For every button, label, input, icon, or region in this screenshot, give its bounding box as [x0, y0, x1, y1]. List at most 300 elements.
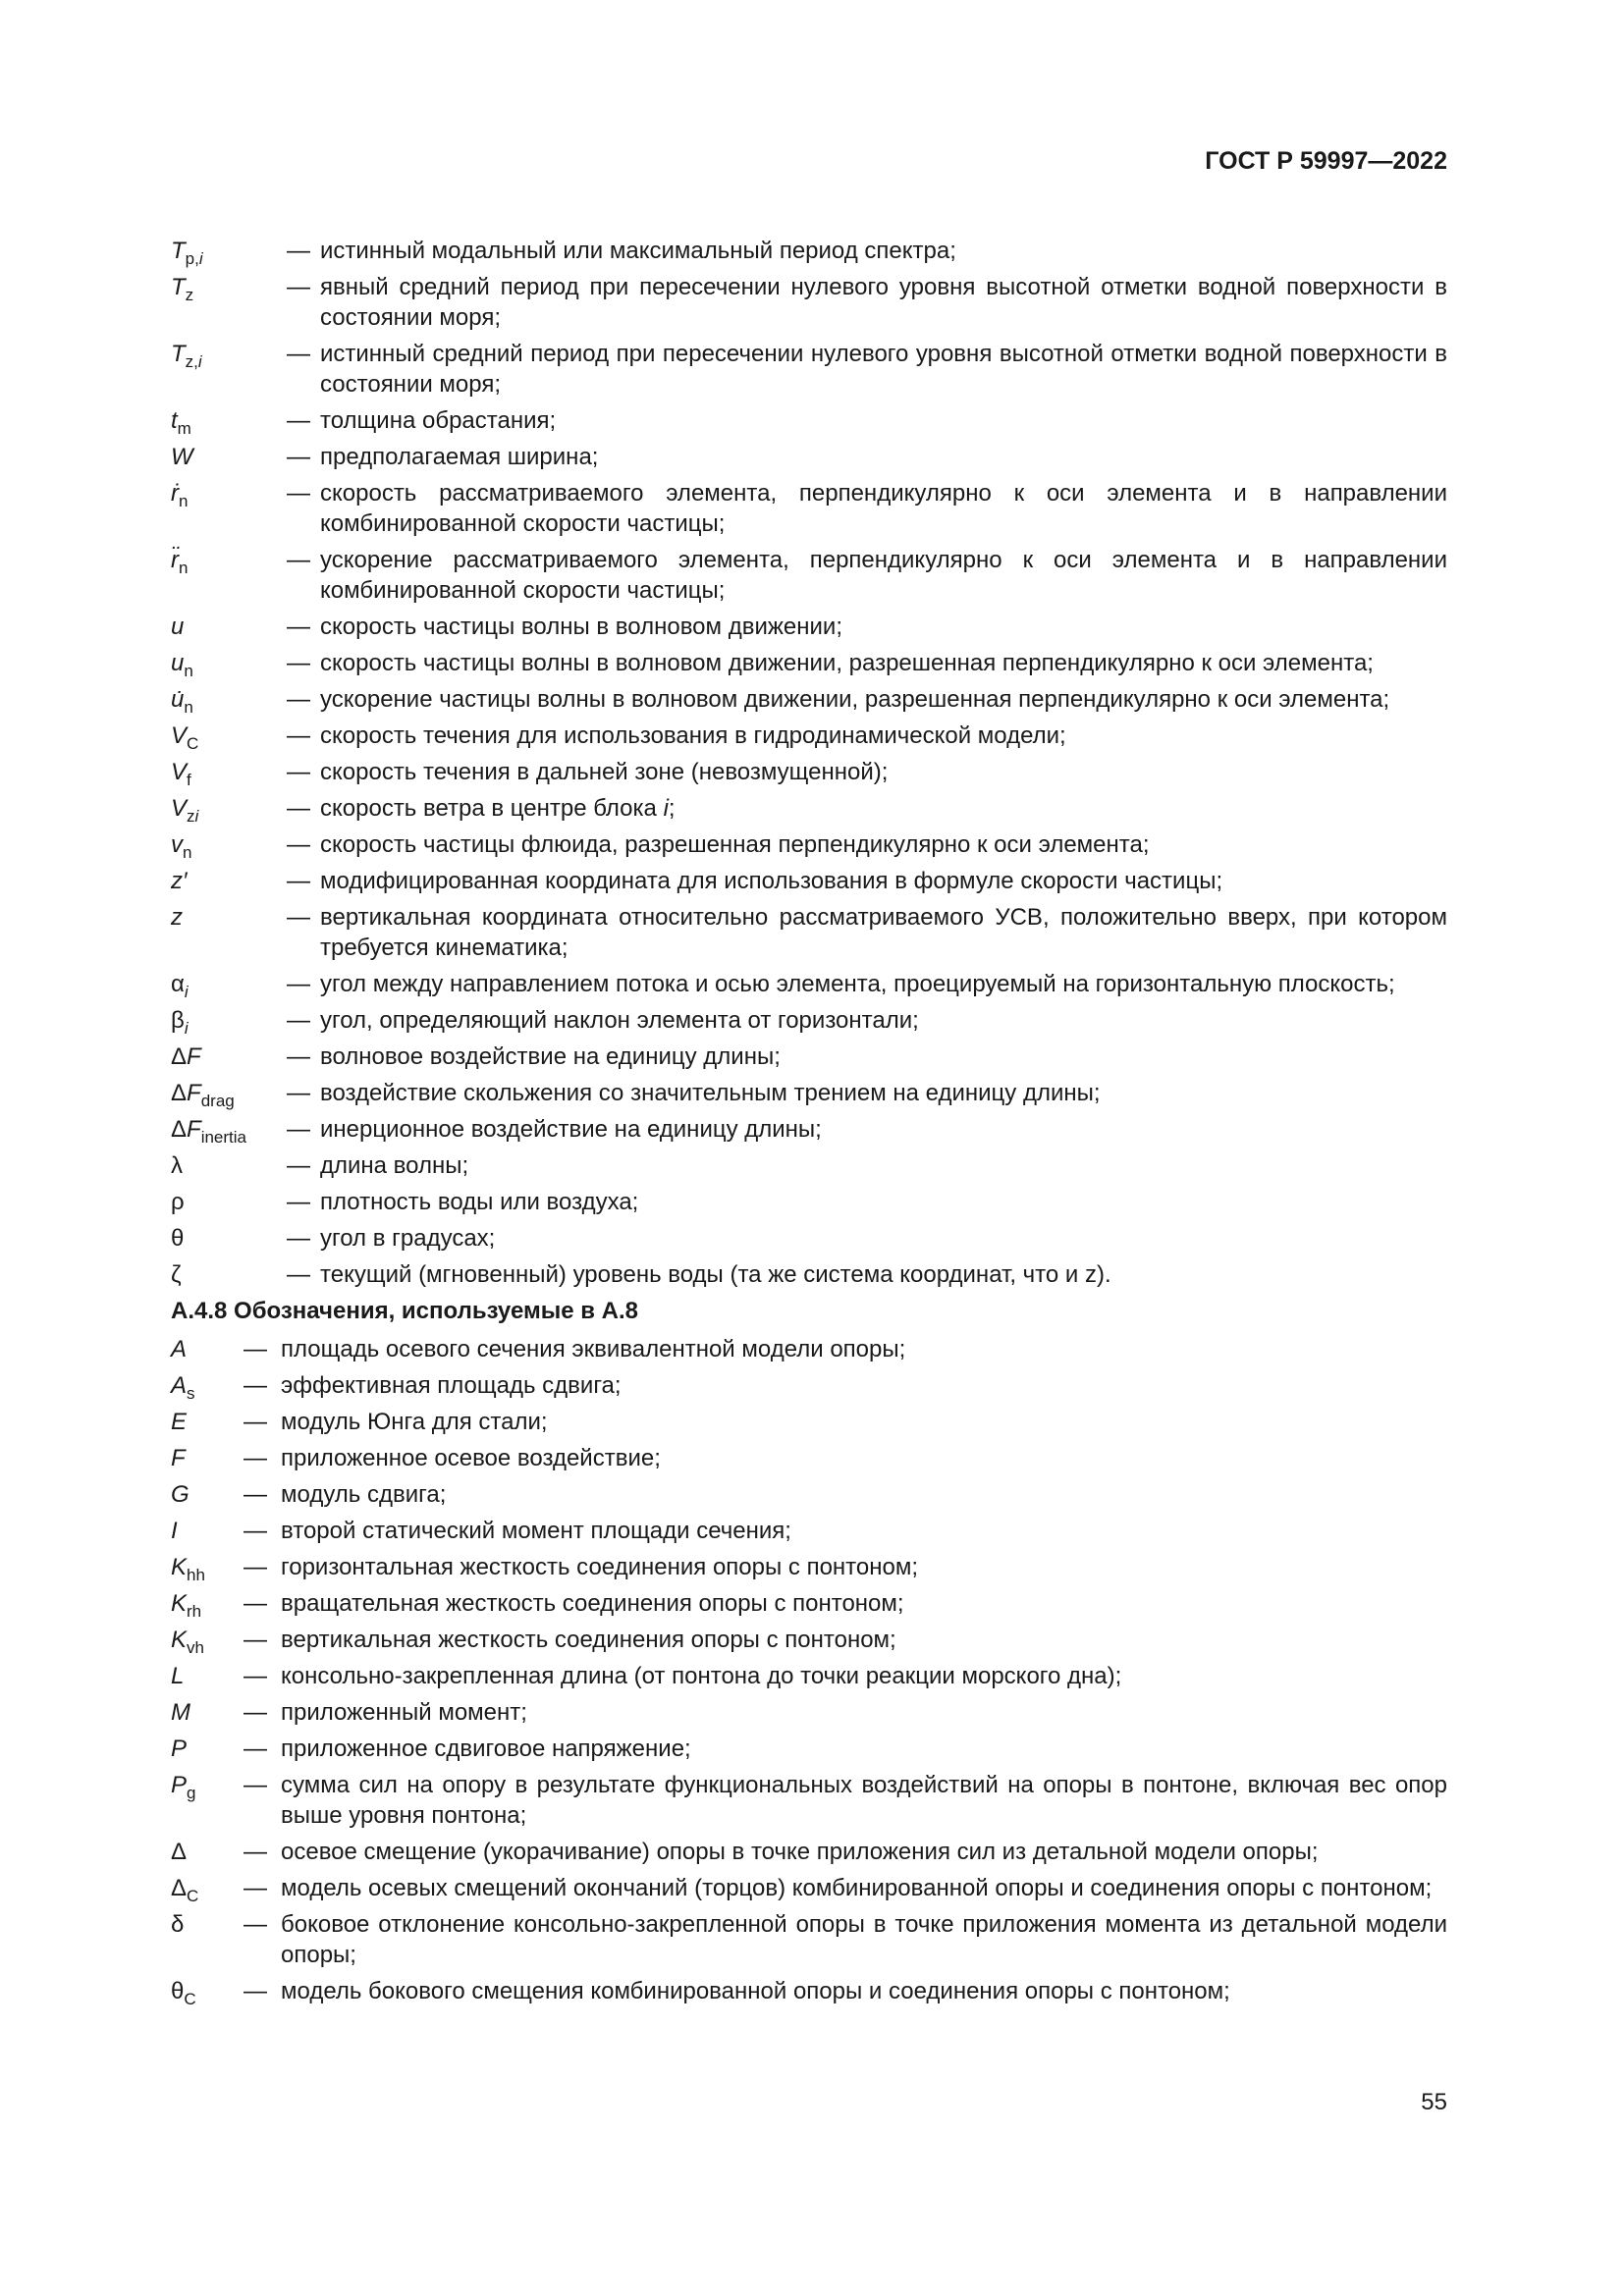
symbol: [171, 1114, 287, 1145]
symbol-description: [320, 272, 1447, 333]
symbol-description: [281, 1734, 1447, 1764]
em-dash: —: [244, 1336, 267, 1362]
symbol: [171, 829, 287, 860]
symbol-subscript: [187, 734, 198, 753]
symbol-subscript: [201, 1128, 246, 1147]
symbol: [171, 1873, 244, 1903]
symbol-description: [320, 1259, 1447, 1290]
symbol-subscript: [179, 492, 188, 510]
symbol-description: [320, 757, 1447, 787]
document-body: [171, 236, 1447, 2012]
symbol-subscript: [187, 807, 198, 826]
em-dash: —: [244, 1875, 267, 1901]
symbol-definition-row: [171, 757, 1447, 787]
symbol-letter: z: [171, 904, 183, 931]
symbol-letter: V: [171, 759, 188, 785]
symbol-subscript: [185, 983, 189, 1001]
subscript-text: n: [179, 492, 189, 510]
symbol-description: [281, 1697, 1447, 1728]
em-dash: —: [287, 547, 310, 573]
subscript-text: z: [185, 286, 194, 304]
symbol: [171, 684, 287, 715]
symbol-subscript: [187, 1638, 204, 1657]
symbol: [171, 793, 287, 824]
symbol-description: [320, 829, 1447, 860]
symbol: [171, 1078, 287, 1108]
symbol-definition-row: [171, 829, 1447, 860]
symbol: [171, 1588, 244, 1619]
symbol: [171, 969, 287, 999]
description-text: угол, определяющий наклон элемента от горизонтали;: [320, 1007, 919, 1034]
description-text: угол между направлением потока и осью элемента, проецируемый на горизонтальную плоскость;: [320, 971, 1395, 997]
symbol: [171, 1909, 244, 1970]
symbol-list-1: [171, 236, 1447, 1290]
symbol: [171, 1443, 244, 1473]
description-text: воздействие скольжения со значительным трением на единицу длины;: [320, 1080, 1101, 1106]
symbol-subscript: [187, 1384, 195, 1403]
page-number: 55: [1421, 2089, 1447, 2115]
symbol-definition-row: [171, 1873, 1447, 1903]
symbol-definition-row: [171, 721, 1447, 751]
symbol-description: [281, 1873, 1447, 1903]
symbol-description: [281, 1370, 1447, 1401]
symbol-subscript: [187, 1784, 195, 1802]
symbol-letter: F: [171, 1445, 186, 1471]
symbol-description: [320, 1150, 1447, 1181]
em-dash: —: [287, 1043, 310, 1070]
em-dash: —: [287, 238, 310, 264]
em-dash: —: [244, 1409, 267, 1435]
symbol-definition-row: [171, 1516, 1447, 1546]
description-text: приложенный момент;: [281, 1699, 527, 1726]
em-dash: —: [287, 971, 310, 997]
symbol-definition-row: [171, 1114, 1447, 1145]
subscript-text: f: [187, 771, 191, 789]
symbol-definition-row: [171, 1334, 1447, 1364]
subscript-index: i: [194, 807, 199, 826]
symbol-definition-row: [171, 1005, 1447, 1036]
description-text: модуль сдвига;: [281, 1481, 447, 1508]
subscript-text: vh: [187, 1638, 204, 1657]
description-text: угол в градусах;: [320, 1225, 496, 1252]
description-text: истинный средний период при пересечении нулевого уровня высотной отметки водной поверхности в состоянии моря;: [320, 341, 1447, 398]
symbol: [171, 612, 287, 642]
symbol-description: [281, 1516, 1447, 1546]
em-dash: —: [287, 1116, 310, 1143]
symbol: [171, 1479, 244, 1510]
symbol: [171, 648, 287, 678]
description-text: приложенное сдвиговое напряжение;: [281, 1735, 691, 1762]
symbol: [171, 1734, 244, 1764]
symbol-greek: θ: [171, 1978, 185, 2004]
symbol-letter: P: [171, 1772, 188, 1798]
subscript-text: z: [187, 807, 195, 826]
symbol-definition-row: [171, 1041, 1447, 1072]
symbol-letter: A: [171, 1372, 188, 1399]
em-dash: —: [287, 274, 310, 300]
em-dash: —: [287, 1225, 310, 1252]
em-dash: —: [287, 904, 310, 931]
symbol-greek: λ: [171, 1152, 183, 1179]
em-dash: —: [244, 1839, 267, 1865]
symbol-definition-row: [171, 1770, 1447, 1831]
symbol-letter: F: [187, 1116, 201, 1143]
symbol-letter: A: [171, 1336, 188, 1362]
em-dash: —: [287, 1080, 310, 1106]
symbol: [171, 1041, 287, 1072]
em-dash: —: [287, 722, 310, 749]
symbol-definition-row: [171, 1837, 1447, 1867]
description-text: модифицированная координата для использования в формуле скорости частицы;: [320, 868, 1223, 894]
symbol-definition-row: [171, 478, 1447, 539]
em-dash: —: [287, 1189, 310, 1215]
symbol-greek: β: [171, 1007, 185, 1034]
symbol: [171, 721, 287, 751]
symbol-description: [281, 1334, 1447, 1364]
em-dash: —: [287, 868, 310, 894]
symbol-description: [281, 1837, 1447, 1867]
symbol-description: [281, 1976, 1447, 2006]
symbol-letter: u̇: [171, 686, 185, 713]
symbol-subscript: [185, 1019, 189, 1038]
symbol-description: [281, 1625, 1447, 1655]
symbol-greek: Δ: [171, 1080, 188, 1106]
em-dash: —: [244, 1445, 267, 1471]
description-text: волновое воздействие на единицу длины;: [320, 1043, 781, 1070]
description-text: второй статический момент площади сечения;: [281, 1518, 791, 1544]
symbol-description: [320, 1114, 1447, 1145]
em-dash: —: [244, 1663, 267, 1689]
symbol-subscript: [201, 1092, 235, 1110]
symbol-definition-row: [171, 1697, 1447, 1728]
symbol-subscript: [184, 1990, 195, 2008]
symbol: [171, 442, 287, 472]
em-dash: —: [287, 759, 310, 785]
em-dash: —: [287, 1261, 310, 1288]
em-dash: —: [244, 1481, 267, 1508]
description-text: скорость течения в дальней зоне (невозмущенной);: [320, 759, 889, 785]
symbol-definition-row: [171, 1479, 1447, 1510]
description-text: консольно-закрепленная длина (от понтона до точки реакции морского дна);: [281, 1663, 1122, 1689]
description-text: текущий (мгновенный) уровень воды (та же система координат, что и z).: [320, 1261, 1111, 1288]
description-text: модуль Юнга для стали;: [281, 1409, 548, 1435]
subscript-text: C: [184, 1990, 196, 2008]
symbol-definition-row: [171, 902, 1447, 963]
symbol-greek: ρ: [171, 1189, 185, 1215]
symbol-description: [281, 1770, 1447, 1831]
description-text: толщина обрастания;: [320, 407, 557, 434]
subscript-text: z,: [185, 352, 198, 371]
symbol-definition-row: [171, 1443, 1447, 1473]
description-text: инерционное воздействие на единицу длины;: [320, 1116, 822, 1143]
symbol-description: [281, 1407, 1447, 1437]
symbol-definition-row: [171, 969, 1447, 999]
symbol-definition-row: [171, 1150, 1447, 1181]
description-text: скорость частицы флюида, разрешенная перпендикулярно к оси элемента;: [320, 831, 1150, 858]
symbol-definition-row: [171, 1661, 1447, 1691]
symbol-subscript: [187, 1602, 201, 1621]
symbol: [171, 1223, 287, 1254]
subscript-text: n: [184, 662, 193, 680]
symbol-letter: K: [171, 1627, 188, 1653]
description-text: скорость ветра в центре блока: [320, 795, 657, 822]
symbol: [171, 1661, 244, 1691]
description-text: скорость частицы волны в волновом движении, разрешенная перпендикулярно к оси элемента;: [320, 650, 1374, 676]
symbol-definition-row: [171, 1223, 1447, 1254]
symbol: [171, 478, 287, 539]
description-text: скорость рассматриваемого элемента, перпендикулярно к оси элемента и в направлении комбинированной скорости частицы;: [320, 480, 1447, 537]
symbol-definition-row: [171, 339, 1447, 400]
em-dash: —: [244, 1699, 267, 1726]
section-subheading: А.4.8 Обозначения, используемые в А.8: [171, 1298, 639, 1324]
symbol-greek: ζ: [171, 1261, 182, 1288]
description-text: истинный модальный или максимальный период спектра;: [320, 238, 956, 264]
symbol-description: [281, 1909, 1447, 1970]
symbol-description: [320, 902, 1447, 963]
symbol-letter: z′: [171, 868, 188, 894]
description-text: ускорение рассматриваемого элемента, перпендикулярно к оси элемента и в направлении комбинированной скорости частицы;: [320, 547, 1447, 604]
subscript-text: n: [179, 559, 189, 577]
subscript-text: g: [187, 1784, 196, 1802]
symbol-definition-row: [171, 1370, 1447, 1401]
symbol-description: [320, 236, 1447, 266]
symbol: [171, 339, 287, 400]
symbol-definition-row: [171, 1976, 1447, 2006]
symbol-definition-row: [171, 236, 1447, 266]
symbol-letter: I: [171, 1518, 178, 1544]
symbol-subscript: [184, 698, 192, 717]
symbol: [171, 1552, 244, 1582]
symbol-letter: ṙ: [171, 480, 179, 507]
symbol-subscript: [178, 419, 191, 438]
em-dash: —: [244, 1772, 267, 1798]
symbol-letter: V: [171, 795, 188, 822]
description-text: площадь осевого сечения эквивалентной модели опоры;: [281, 1336, 906, 1362]
symbol-list-2: [171, 1334, 1447, 2006]
em-dash: —: [244, 1590, 267, 1617]
description-text: вертикальная координата относительно рассматриваемого УСВ, положительно вверх, при котором требуется кинематика;: [320, 904, 1447, 961]
symbol-definition-row: [171, 1625, 1447, 1655]
description-text: модель бокового смещения комбинированной опоры и соединения опоры с понтоном;: [281, 1978, 1230, 2004]
symbol-description: [320, 1078, 1447, 1108]
description-index: i: [663, 795, 669, 822]
symbol-letter: K: [171, 1590, 188, 1617]
symbol-description: [320, 339, 1447, 400]
symbol-definition-row: [171, 793, 1447, 824]
symbol-letter: T: [171, 274, 186, 300]
symbol: [171, 1187, 287, 1217]
symbol-letter: P: [171, 1735, 188, 1762]
description-text: горизонтальная жесткость соединения опоры с понтоном;: [281, 1554, 919, 1580]
symbol-subscript: [187, 771, 191, 789]
description-text: вертикальная жесткость соединения опоры с понтоном;: [281, 1627, 896, 1653]
symbol: [171, 1370, 244, 1401]
symbol-description: [281, 1588, 1447, 1619]
description-text: боковое отклонение консольно-закрепленной опоры в точке приложения момента из детальной модели опоры;: [281, 1911, 1447, 1968]
symbol-letter: M: [171, 1699, 190, 1726]
subscript-text: rh: [187, 1602, 202, 1621]
symbol-description: [320, 478, 1447, 539]
symbol: [171, 1259, 287, 1290]
symbol: [171, 757, 287, 787]
symbol: [171, 1150, 287, 1181]
subscript-text: inertia: [200, 1128, 247, 1147]
symbol-greek: θ: [171, 1225, 185, 1252]
symbol-subscript: [186, 249, 203, 268]
symbol-subscript: [186, 286, 194, 304]
em-dash: —: [287, 444, 310, 470]
symbol-letter: E: [171, 1409, 188, 1435]
em-dash: —: [244, 1978, 267, 2004]
symbol-description: [281, 1552, 1447, 1582]
symbol: [171, 1837, 244, 1867]
subscript-text: C: [187, 734, 199, 753]
em-dash: —: [287, 480, 310, 507]
symbol-definition-row: [171, 866, 1447, 896]
symbol: [171, 1976, 244, 2006]
description-text: модель осевых смещений окончаний (торцов) комбинированной опоры и соединения опоры с понтоном;: [281, 1875, 1433, 1901]
subscript-index: i: [184, 1019, 189, 1038]
symbol-greek: Δ: [171, 1875, 188, 1901]
symbol-letter: L: [171, 1663, 185, 1689]
symbol: [171, 1770, 244, 1831]
symbol-letter: K: [171, 1554, 188, 1580]
symbol-letter: W: [171, 444, 193, 470]
description-text: приложенное осевое воздействие;: [281, 1445, 661, 1471]
description-text: скорость частицы волны в волновом движении;: [320, 614, 842, 640]
subscript-index: i: [198, 249, 203, 268]
symbol-definition-row: [171, 684, 1447, 715]
symbol-description: [281, 1443, 1447, 1473]
em-dash: —: [287, 650, 310, 676]
symbol: [171, 1334, 244, 1364]
em-dash: —: [244, 1554, 267, 1580]
em-dash: —: [244, 1372, 267, 1399]
symbol-greek: Δ: [171, 1839, 188, 1865]
em-dash: —: [287, 686, 310, 713]
description-text: ускорение частицы волны в волновом движении, разрешенная перпендикулярно к оси элемента;: [320, 686, 1390, 713]
subscript-text: C: [187, 1887, 199, 1905]
symbol-description: [320, 612, 1447, 642]
symbol-subscript: [186, 352, 202, 371]
symbol-description: [320, 793, 1447, 824]
symbol-letter: F: [187, 1080, 201, 1106]
symbol-description: [320, 1005, 1447, 1036]
symbol-letter: u: [171, 614, 185, 640]
symbol-description: [320, 866, 1447, 896]
em-dash: —: [287, 831, 310, 858]
symbol-definition-row: [171, 1407, 1447, 1437]
symbol: [171, 1005, 287, 1036]
symbol-definition-row: [171, 1552, 1447, 1582]
symbol-greek: α: [171, 971, 185, 997]
document-header: ГОСТ Р 59997—2022: [1205, 147, 1447, 175]
symbol-description: [320, 442, 1447, 472]
symbol-description: [320, 969, 1447, 999]
symbol: [171, 1407, 244, 1437]
symbol-definition-row: [171, 1259, 1447, 1290]
symbol-letter: V: [171, 722, 188, 749]
symbol-letter: r̈: [171, 547, 179, 573]
symbol-definition-row: [171, 405, 1447, 436]
em-dash: —: [287, 341, 310, 367]
symbol-greek: Δ: [171, 1043, 188, 1070]
symbol-greek: Δ: [171, 1116, 188, 1143]
symbol-definition-row: [171, 272, 1447, 333]
description-text: длина волны;: [320, 1152, 469, 1179]
em-dash: —: [287, 1152, 310, 1179]
description-end: ;: [668, 795, 676, 822]
symbol-subscript: [183, 843, 191, 862]
subscript-text: n: [184, 698, 193, 717]
description-text: явный средний период при пересечении нулевого уровня высотной отметки водной поверхности в состоянии моря;: [320, 274, 1447, 331]
symbol: [171, 545, 287, 606]
symbol-definition-row: [171, 1187, 1447, 1217]
symbol-definition-row: [171, 648, 1447, 678]
symbol-description: [281, 1479, 1447, 1510]
subscript-text: hh: [187, 1566, 205, 1584]
description-text: сумма сил на опору в результате функциональных воздействий на опоры в понтоне, включая вес опор выше уровня понтона;: [281, 1772, 1447, 1829]
subscript-index: i: [184, 983, 189, 1001]
symbol: [171, 1516, 244, 1546]
em-dash: —: [287, 614, 310, 640]
em-dash: —: [287, 407, 310, 434]
em-dash: —: [244, 1911, 267, 1938]
symbol-letter: t: [171, 407, 178, 434]
symbol-description: [320, 405, 1447, 436]
symbol-description: [320, 1041, 1447, 1072]
em-dash: —: [244, 1735, 267, 1762]
symbol-description: [320, 545, 1447, 606]
symbol: [171, 1697, 244, 1728]
em-dash: —: [244, 1627, 267, 1653]
subscript-text: n: [183, 843, 192, 862]
symbol-subscript: [184, 662, 192, 680]
em-dash: —: [287, 1007, 310, 1034]
description-text: предполагаемая ширина;: [320, 444, 599, 470]
symbol-description: [320, 1187, 1447, 1217]
symbol: [171, 1625, 244, 1655]
description-text: осевое смещение (укорачивание) опоры в точке приложения сил из детальной модели опоры;: [281, 1839, 1319, 1865]
description-text: скорость течения для использования в гидродинамической модели;: [320, 722, 1066, 749]
symbol-description: [320, 721, 1447, 751]
symbol-description: [320, 684, 1447, 715]
symbol: [171, 236, 287, 266]
symbol-definition-row: [171, 545, 1447, 606]
subscript-index: i: [197, 352, 202, 371]
symbol-definition-row: [171, 1588, 1447, 1619]
symbol-definition-row: [171, 442, 1447, 472]
symbol-description: [320, 1223, 1447, 1254]
description-text: вращательная жесткость соединения опоры с понтоном;: [281, 1590, 904, 1617]
symbol-letter: v: [171, 831, 183, 858]
subscript-text: s: [187, 1384, 195, 1403]
symbol-letter: T: [171, 341, 186, 367]
symbol-subscript: [187, 1566, 205, 1584]
symbol-letter: G: [171, 1481, 189, 1508]
symbol-subscript: [179, 559, 188, 577]
symbol-description: [320, 648, 1447, 678]
subscript-text: m: [177, 419, 191, 438]
symbol-greek: δ: [171, 1911, 185, 1938]
em-dash: —: [244, 1518, 267, 1544]
description-text: плотность воды или воздуха;: [320, 1189, 639, 1215]
symbol-letter: u: [171, 650, 185, 676]
description-text: эффективная площадь сдвига;: [281, 1372, 622, 1399]
subscript-text: p,: [185, 249, 199, 268]
subscript-text: drag: [200, 1092, 235, 1110]
em-dash: —: [287, 795, 310, 822]
